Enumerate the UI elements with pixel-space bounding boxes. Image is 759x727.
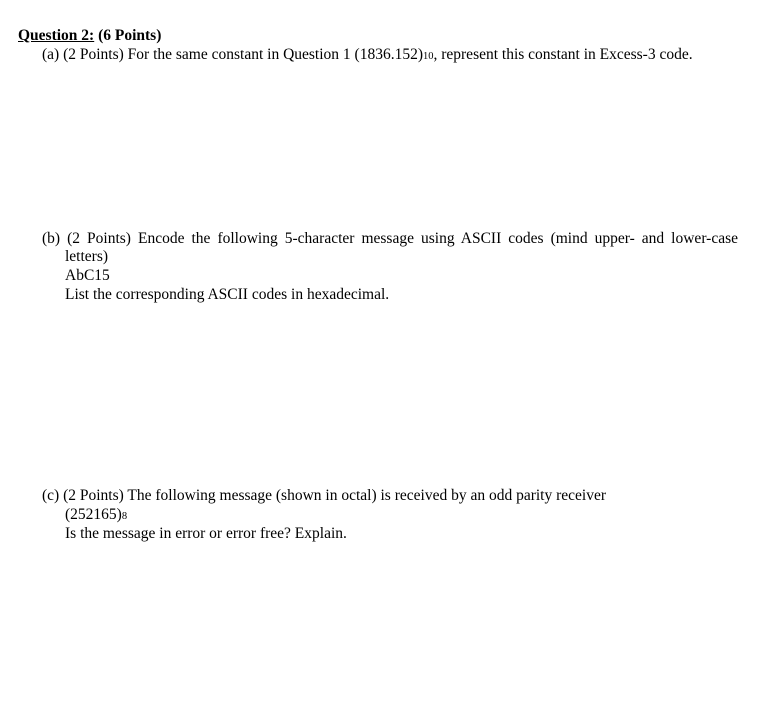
part-c-label: (c)	[42, 487, 60, 504]
part-c-message	[65, 506, 127, 526]
part-a-label: (a)	[42, 46, 60, 63]
part-c-message-value: (252165)	[65, 506, 122, 523]
question-points: (6 Points)	[98, 27, 162, 44]
part-a-text-before: (2 Points) For the same constant in Question 1 (1836.152)	[63, 46, 423, 63]
part-a-subscript: 10	[422, 51, 434, 62]
part-c-line1-text: (2 Points) The following message (shown in octal) is received by an odd parity receiver	[63, 487, 607, 504]
part-b-message: AbC15	[65, 267, 110, 284]
question-heading	[18, 27, 161, 45]
part-c-question: Is the message in error or error free? Explain.	[65, 525, 347, 542]
part-b-instruction: List the corresponding ASCII codes in hexadecimal.	[65, 286, 390, 303]
part-a-text	[63, 46, 693, 63]
part-a-text-after: , represent this constant in Excess-3 code.	[433, 46, 693, 63]
part-c-question-line1	[42, 487, 606, 505]
question-label: Question 2:	[18, 27, 95, 44]
part-b-line1-text: (2 Points) Encode the following 5-character message using ASCII codes (mind upper- and lower-case	[67, 230, 738, 247]
part-b-question-line1	[42, 230, 738, 248]
part-b-label: (b)	[42, 230, 61, 247]
part-c-message-subscript: 8	[121, 511, 128, 522]
part-a-question	[42, 46, 693, 66]
part-b-question-line2: letters)	[65, 248, 109, 265]
